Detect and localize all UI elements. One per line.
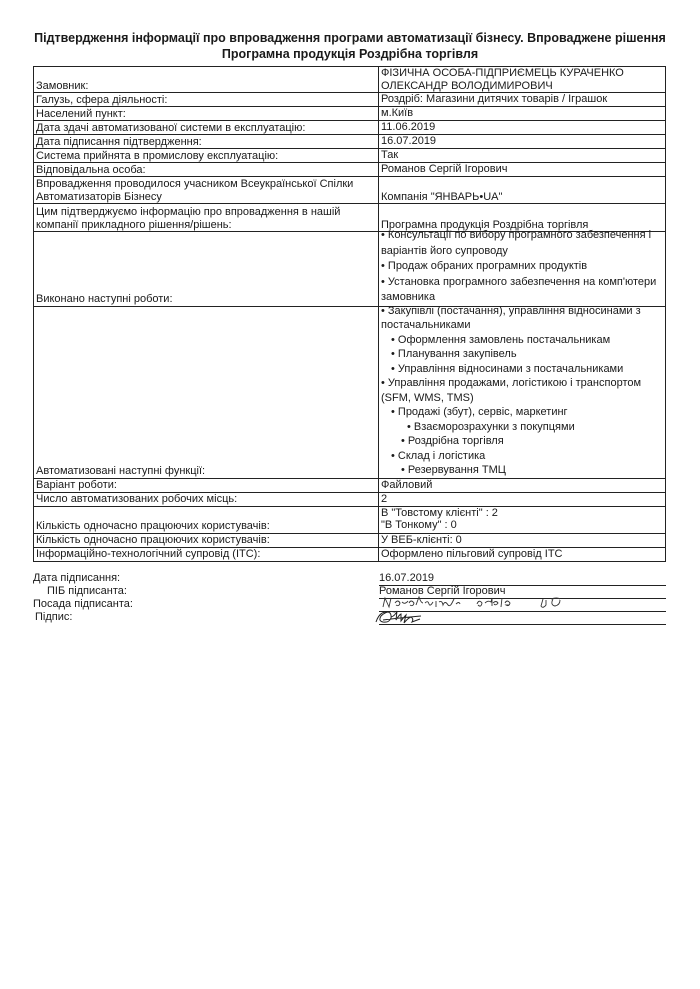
table-row bbox=[34, 306, 666, 478]
signature-date-row bbox=[33, 572, 666, 585]
row-label: Замовник: bbox=[34, 67, 379, 93]
list-item: • Консультації по вибору програмного забезпечення і варіантів його супроводу bbox=[381, 229, 652, 257]
signature-date-value bbox=[379, 572, 666, 586]
signature-label: Підпис: bbox=[35, 611, 73, 623]
row-label: Кількість одночасно працюючих користувачів: bbox=[34, 506, 379, 533]
row-label: Автоматизовані наступні функції: bbox=[34, 306, 379, 478]
signer-position-label: Посада підписанта: bbox=[33, 598, 133, 610]
row-value: м.Київ bbox=[379, 107, 666, 121]
signer-name-label: ПІБ підписанта: bbox=[47, 585, 127, 597]
row-label: Виконано наступні роботи: bbox=[34, 232, 379, 307]
signature-date-label: Дата підписання: bbox=[33, 572, 121, 584]
signer-position-row bbox=[33, 598, 666, 611]
table-row bbox=[34, 506, 666, 533]
handwritten-signature bbox=[373, 605, 463, 625]
table-row bbox=[34, 533, 666, 547]
row-label: Дата здачі автоматизованої системи в експлуатацію: bbox=[34, 121, 379, 135]
thin-client-count: "В Тонкому" : 0 bbox=[381, 519, 457, 531]
row-label: Кількість одночасно працюючих користувачів: bbox=[34, 533, 379, 547]
works-list bbox=[381, 228, 663, 306]
list-item: • Установка програмного забезпечення на комп'ютери замовника bbox=[381, 275, 657, 303]
table-row bbox=[34, 121, 666, 135]
signature-block bbox=[33, 572, 666, 624]
users-value bbox=[379, 506, 666, 533]
row-value: Файловий bbox=[379, 478, 666, 492]
table-row bbox=[34, 93, 666, 107]
row-value: Так bbox=[379, 149, 666, 163]
table-row bbox=[34, 177, 666, 204]
row-label: Дата підписання підтвердження: bbox=[34, 135, 379, 149]
row-value: 16.07.2019 bbox=[379, 135, 666, 149]
table-row bbox=[34, 67, 666, 93]
row-value: ФІЗИЧНА ОСОБА-ПІДПРИЄМЕЦЬ КУРАЧЕНКО ОЛЕКСАНДР ВОЛОДИМИРОВИЧ bbox=[379, 67, 666, 93]
row-value: Романов Сергій Ігорович bbox=[379, 163, 666, 177]
row-label: Відповідальна особа: bbox=[34, 163, 379, 177]
table-row bbox=[34, 135, 666, 149]
list-item: • Склад і логістика bbox=[391, 449, 486, 462]
row-value: 11.06.2019 bbox=[379, 121, 666, 135]
row-value: Оформлено пільговий супровід ІТС bbox=[379, 547, 666, 561]
table-row bbox=[34, 163, 666, 177]
list-item: • Закупівлі (постачання), управління відносинами з постачальниками bbox=[381, 304, 641, 331]
list-item: • Взаєморозрахунки з покупцями bbox=[407, 420, 575, 433]
list-item: • Планування закупівель bbox=[391, 348, 517, 360]
row-value: Програмна продукція Роздрібна торгівля bbox=[379, 204, 666, 232]
functions-list-cell bbox=[379, 306, 666, 478]
table-row bbox=[34, 149, 666, 163]
list-item: • Продаж обраних програмних продуктів bbox=[381, 260, 588, 272]
table-row bbox=[34, 478, 666, 492]
info-table bbox=[33, 66, 666, 562]
row-label: Цим підтверджуємо інформацію про впровадження в нашій компанії прикладного рішення/рішень: bbox=[34, 204, 379, 232]
signer-name-text: Романов Сергій Ігорович bbox=[379, 585, 506, 597]
row-label: Впровадження проводилося учасником Всеукраїнської Спілки Автоматизаторів Бізнесу bbox=[34, 177, 379, 204]
row-label: Інформаційно-технологічний супровід (ІТС): bbox=[34, 547, 379, 561]
row-value: У ВЕБ-клієнті: 0 bbox=[379, 533, 666, 547]
list-item: • Резервування ТМЦ bbox=[401, 464, 506, 476]
list-item: • Управління відносинами з постачальниками bbox=[391, 362, 624, 375]
functions-list bbox=[381, 304, 663, 478]
list-item: • Продажі (збут), сервіс, маркетинг bbox=[391, 406, 568, 418]
signature-row bbox=[33, 611, 666, 624]
table-row bbox=[34, 492, 666, 506]
row-value: Компанія "ЯНВАРЬ•UA" bbox=[379, 177, 666, 204]
row-value: Роздріб: Магазини дитячих товарів / Іграшок bbox=[379, 93, 666, 107]
table-row bbox=[34, 232, 666, 307]
table-row bbox=[34, 547, 666, 561]
thick-client-count: В "Товстому клієнті" : 2 bbox=[381, 506, 498, 519]
list-item: • Управління продажами, логістикою і транспортом (SFM, WMS, TMS) bbox=[381, 377, 642, 404]
table-row bbox=[34, 107, 666, 121]
row-label: Населений пункт: bbox=[34, 107, 379, 121]
list-item: • Оформлення замовлень постачальникам bbox=[391, 333, 611, 346]
list-item: • Роздрібна торгівля bbox=[401, 435, 504, 447]
document-title: Підтвердження інформації про впровадження програми автоматизації бізнесу. Впроваджене рішення Програмна продукція Роздрібна торгівля bbox=[34, 31, 666, 61]
row-label: Система прийнята в промислову експлуатацію: bbox=[34, 149, 379, 163]
row-label: Число автоматизованих робочих місць: bbox=[34, 492, 379, 506]
signature-date-text: 16.07.2019 bbox=[379, 572, 435, 584]
works-list-cell bbox=[379, 229, 666, 307]
signature-value bbox=[379, 611, 666, 625]
row-value: 2 bbox=[379, 492, 666, 506]
row-label: Галузь, сфера діяльності: bbox=[34, 93, 379, 107]
row-label: Варіант роботи: bbox=[34, 478, 379, 492]
